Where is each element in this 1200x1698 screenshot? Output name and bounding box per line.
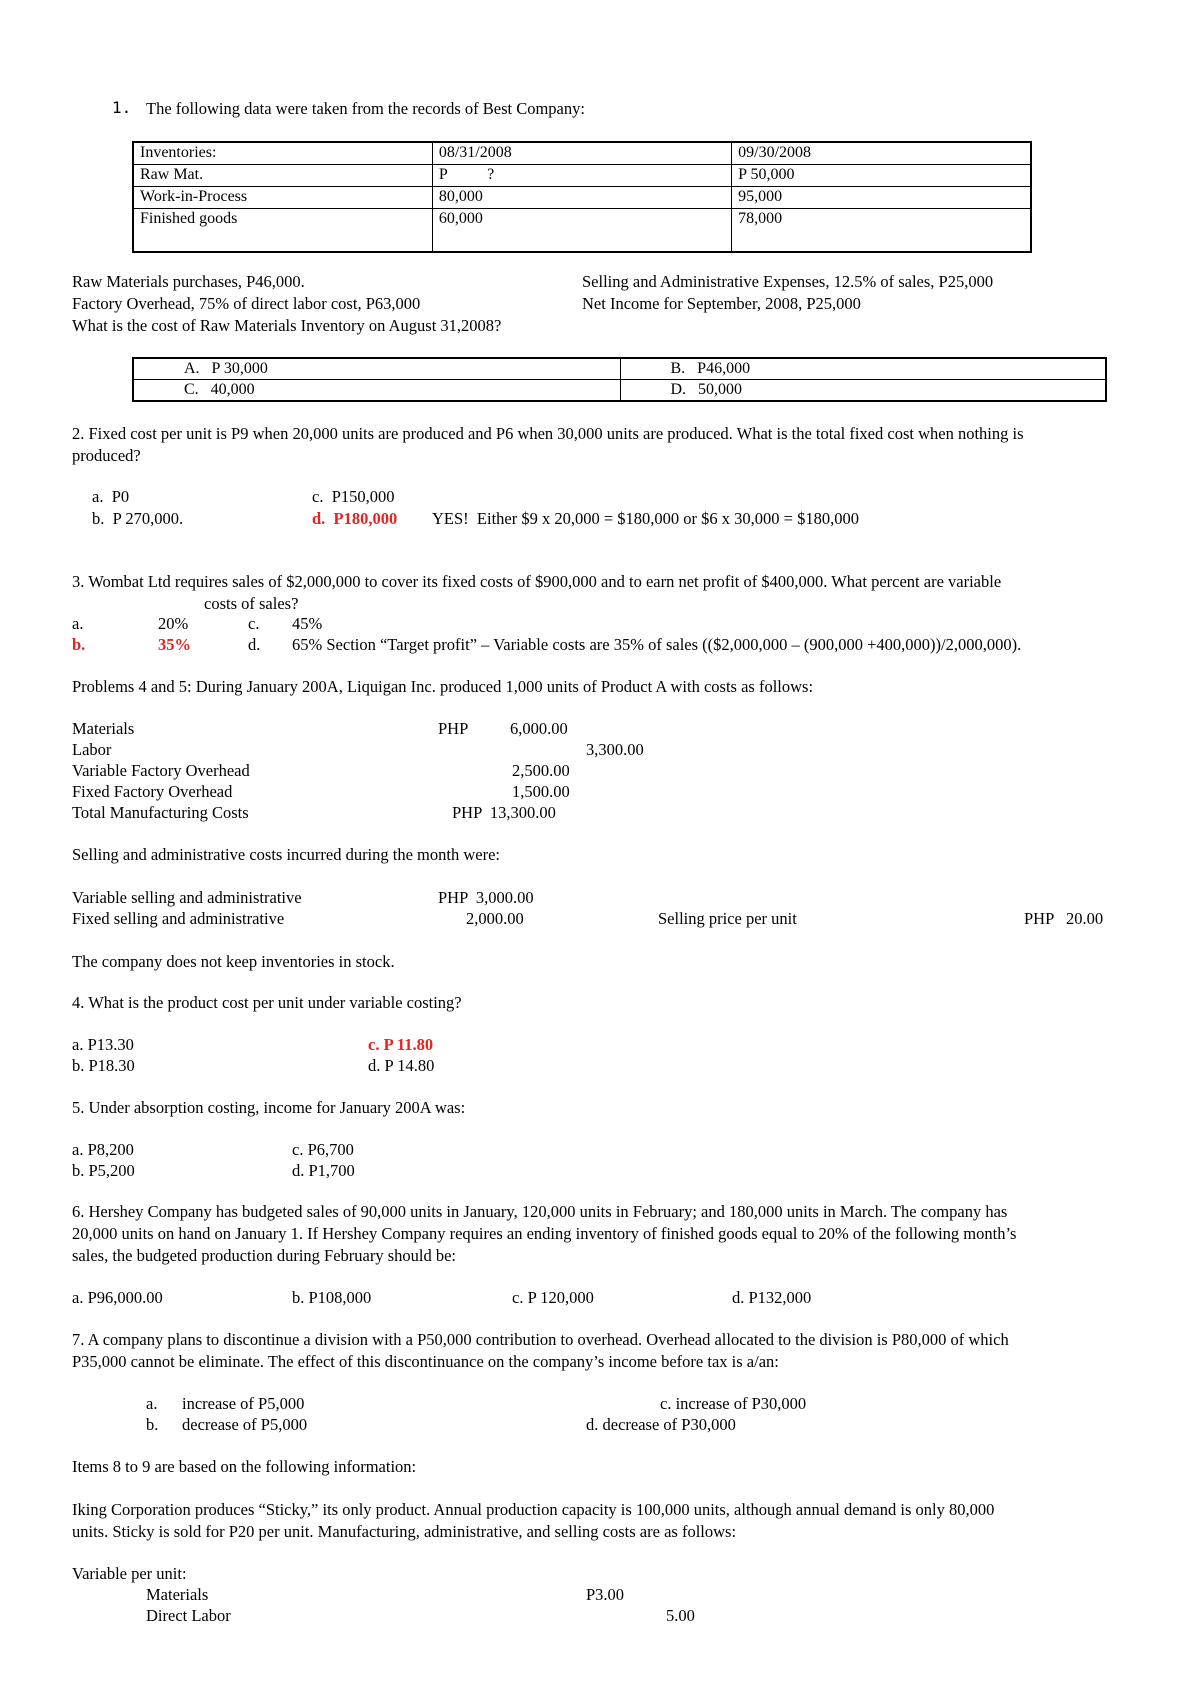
q7-choice-c: c. increase of P30,000	[660, 1394, 807, 1413]
materials-label: Materials	[72, 719, 135, 738]
question-7-line-1: 7. A company plans to discontinue a division with a P50,000 contribution to overhead. Overhead allocated to the division is P80,000 of which	[72, 1330, 1009, 1349]
materials-currency: PHP	[438, 719, 469, 738]
table-cell: Finished goods	[133, 209, 432, 253]
items-materials-label: Materials	[146, 1585, 209, 1604]
variable-selling-admin-label: Variable selling and administrative	[72, 888, 302, 907]
q2-choice-c: c. P150,000	[312, 487, 395, 506]
q3-choice-b-answer: 35%	[158, 635, 191, 654]
total-manufacturing-costs-value: PHP 13,300.00	[452, 803, 556, 822]
items-direct-labor-label: Direct Labor	[146, 1606, 231, 1625]
table-cell: 78,000	[732, 209, 1031, 253]
answer-choices-table	[132, 357, 1107, 402]
table-cell: 60,000	[432, 209, 731, 253]
total-manufacturing-costs-label: Total Manufacturing Costs	[72, 803, 249, 822]
q3-choice-a-letter: a.	[72, 614, 84, 633]
q2-choice-d-answer: d. P180,000	[312, 509, 398, 528]
q7-choice-d: d. decrease of P30,000	[586, 1415, 736, 1434]
q4-choice-b: b. P18.30	[72, 1056, 135, 1075]
table-row	[133, 165, 1031, 187]
variable-selling-admin-value: PHP 3,000.00	[438, 888, 534, 907]
table-cell: P ?	[432, 165, 731, 187]
q3-choice-d-letter: d.	[248, 635, 261, 654]
choice-a: A. P 30,000	[133, 358, 620, 380]
q2-choice-b: b. P 270,000.	[92, 509, 184, 528]
table-row	[133, 358, 1106, 380]
question-3-line-2: costs of sales?	[204, 594, 299, 613]
table-cell: 95,000	[732, 187, 1031, 209]
table-cell: 09/30/2008	[732, 142, 1031, 165]
fixed-selling-admin-label: Fixed selling and administrative	[72, 909, 285, 928]
question-2-line-2: produced?	[72, 446, 141, 465]
table-row	[133, 142, 1031, 165]
selling-price-value: PHP 20.00	[1024, 909, 1104, 928]
q5-choice-c: c. P6,700	[292, 1140, 354, 1159]
q4-choice-d: d. P 14.80	[368, 1056, 435, 1075]
q6-choice-c: c. P 120,000	[512, 1288, 594, 1307]
selling-admin-intro: Selling and administrative costs incurred during the month were:	[72, 845, 500, 864]
q5-choice-d: d. P1,700	[292, 1161, 355, 1180]
q1-given-purchases: Raw Materials purchases, P46,000.	[72, 272, 305, 291]
inventory-note: The company does not keep inventories in stock.	[72, 952, 395, 971]
q1-question: What is the cost of Raw Materials Inventory on August 31,2008?	[72, 316, 502, 335]
fixed-selling-admin-value: 2,000.00	[466, 909, 524, 928]
q3-choice-c-letter: c.	[248, 614, 260, 633]
q6-choice-b: b. P108,000	[292, 1288, 372, 1307]
q5-choice-a: a. P8,200	[72, 1140, 134, 1159]
choice-c: C. 40,000	[133, 380, 620, 402]
items-direct-labor-value: 5.00	[666, 1606, 695, 1625]
items-8-9-paragraph-line-2: units. Sticky is sold for P20 per unit. Manufacturing, administrative, and selling costs are as follows:	[72, 1522, 737, 1541]
q6-choice-d: d. P132,000	[732, 1288, 812, 1307]
q7-choice-b-letter: b.	[146, 1415, 159, 1434]
table-cell: Work-in-Process	[133, 187, 432, 209]
q3-choice-a: 20%	[158, 614, 189, 633]
choice-d: D. 50,000	[620, 380, 1106, 402]
fixed-factory-overhead-value: 1,500.00	[512, 782, 570, 801]
question-6-line-3: sales, the budgeted production during February should be:	[72, 1246, 457, 1265]
selling-price-label: Selling price per unit	[658, 909, 797, 928]
labor-label: Labor	[72, 740, 112, 759]
question-1-intro: The following data were taken from the records of Best Company:	[146, 99, 585, 118]
q7-choice-b: decrease of P5,000	[182, 1415, 308, 1434]
table-cell: 80,000	[432, 187, 731, 209]
question-2-line-1: 2. Fixed cost per unit is P9 when 20,000 units are produced and P6 when 30,000 units are produced. What is the total fixed cost when nothing is	[72, 424, 1024, 443]
table-cell: 08/31/2008	[432, 142, 731, 165]
table-cell: P 50,000	[732, 165, 1031, 187]
question-7-line-2: P35,000 cannot be eliminate. The effect of this discontinuance on the company’s income before tax is a/an:	[72, 1352, 779, 1371]
q3-choice-b-letter-answer: b.	[72, 635, 86, 654]
q1-given-selling: Selling and Administrative Expenses, 12.5% of sales, P25,000	[582, 272, 994, 291]
table-row	[133, 209, 1031, 253]
q2-answer-note: YES! Either $9 x 20,000 = $180,000 or $6 x 30,000 = $180,000	[432, 509, 859, 528]
fixed-factory-overhead-label: Fixed Factory Overhead	[72, 782, 233, 801]
table-row	[133, 380, 1106, 402]
q6-choice-a: a. P96,000.00	[72, 1288, 163, 1307]
q1-given-overhead: Factory Overhead, 75% of direct labor cost, P63,000	[72, 294, 421, 313]
variable-per-unit-label: Variable per unit:	[72, 1564, 187, 1583]
question-1-number: 1.	[112, 98, 132, 117]
question-3-line-1: 3. Wombat Ltd requires sales of $2,000,000 to cover its fixed costs of $900,000 and to earn net profit of $400,000. What percent are variable	[72, 572, 1002, 591]
q7-choice-a-letter: a.	[146, 1394, 158, 1413]
q3-choice-d: 65% Section “Target profit” – Variable costs are 35% of sales (($2,000,000 – (900,000 +400,000))/2,000,000).	[292, 635, 1022, 654]
q1-given-net-income: Net Income for September, 2008, P25,000	[582, 294, 861, 313]
variable-factory-overhead-label: Variable Factory Overhead	[72, 761, 250, 780]
choice-b: B. P46,000	[620, 358, 1106, 380]
q3-choice-c: 45%	[292, 614, 323, 633]
items-materials-value: P3.00	[586, 1585, 625, 1604]
table-cell: Inventories:	[133, 142, 432, 165]
labor-value: 3,300.00	[586, 740, 644, 759]
q4-choice-a: a. P13.30	[72, 1035, 134, 1054]
table-row	[133, 187, 1031, 209]
problems-4-5-intro: Problems 4 and 5: During January 200A, Liquigan Inc. produced 1,000 units of Product A with costs as follows:	[72, 677, 814, 696]
q2-choice-a: a. P0	[92, 487, 130, 506]
q5-choice-b: b. P5,200	[72, 1161, 135, 1180]
items-8-9-intro: Items 8 to 9 are based on the following information:	[72, 1457, 417, 1476]
table-cell: Raw Mat.	[133, 165, 432, 187]
question-6-line-2: 20,000 units on hand on January 1. If Hershey Company requires an ending inventory of finished goods equal to 20% of the following month’s	[72, 1224, 1017, 1243]
materials-value: 6,000.00	[510, 719, 568, 738]
question-6-line-1: 6. Hershey Company has budgeted sales of 90,000 units in January, 120,000 units in February; and 180,000 units in March. The company has	[72, 1202, 1008, 1221]
q4-choice-c-answer: c. P 11.80	[368, 1035, 434, 1054]
variable-factory-overhead-value: 2,500.00	[512, 761, 570, 780]
q7-choice-a: increase of P5,000	[182, 1394, 305, 1413]
items-8-9-paragraph-line-1: Iking Corporation produces “Sticky,” its only product. Annual production capacity is 100,000 units, although annual demand is only 80,000	[72, 1500, 995, 1519]
question-5: 5. Under absorption costing, income for January 200A was:	[72, 1098, 466, 1117]
question-4: 4. What is the product cost per unit under variable costing?	[72, 993, 462, 1012]
inventory-table	[132, 141, 1032, 253]
